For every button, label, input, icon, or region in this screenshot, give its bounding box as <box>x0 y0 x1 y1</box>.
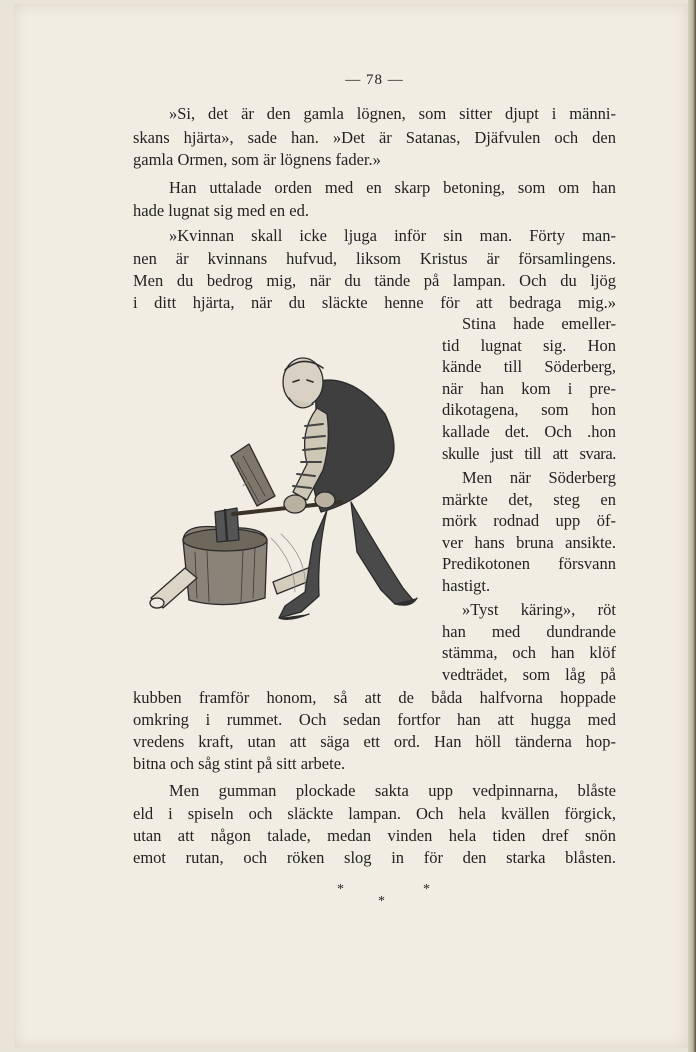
text-line: kubben framför honom, så att de båda halfvorna hoppade <box>133 688 616 707</box>
page-number: — 78 — <box>345 72 404 88</box>
text-line: emot rutan, och röken slog in för den starka blåsten. <box>133 848 616 867</box>
text-line: Men du bedrog mig, när du tände på lampan. Och du ljög <box>133 271 616 290</box>
text-line: vredens kraft, utan att säga ett ord. Han höll tänderna hop- <box>133 732 616 751</box>
text-line: nen är kvinnans hufvud, liksom Kristus är församlingens. <box>133 249 616 268</box>
text-line: märkte det, steg en <box>442 490 616 509</box>
section-asterisk: * <box>337 882 344 897</box>
text-line: Men gumman plockade sakta upp vedpinnarna, blåste <box>169 781 616 800</box>
text-line: »Si, det är den gamla lögnen, som sitter djupt i männi- <box>169 104 616 123</box>
man-chopping-wood-illustration <box>145 352 435 632</box>
text-line: skans hjärta», sade han. »Det är Satanas, Djäfvulen och den <box>133 128 616 147</box>
text-line: eld i spiseln och släckte lampan. Och hela kvällen förgick, <box>133 804 616 823</box>
text-line: utan att någon talade, medan vinden hela tiden dref snön <box>133 826 616 845</box>
text-line: kände till Söderberg, <box>442 357 616 376</box>
text-line: gamla Ormen, som är lögnens fader.» <box>133 150 381 169</box>
text-line: vedträdet, som låg på <box>442 665 616 684</box>
text-line: när han kom i pre- <box>442 379 616 398</box>
text-line: »Kvinnan skall icke ljuga inför sin man. Förty man- <box>169 226 616 245</box>
page-edge <box>688 0 696 1052</box>
text-line: i ditt hjärta, när du släckte henne för att bedraga mig.» <box>133 293 616 312</box>
text-line: kallade det. Och .hon <box>442 422 616 441</box>
text-line: mörk rodnad upp öf- <box>442 511 616 530</box>
text-line: Han uttalade orden med en skarp betoning, som om han <box>169 178 616 197</box>
section-asterisk: * <box>423 882 430 897</box>
text-line: bitna och såg stint på sitt arbete. <box>133 754 346 773</box>
text-line: hade lugnat sig med en ed. <box>133 201 309 220</box>
text-line: tid lugnat sig. Hon <box>442 336 616 355</box>
text-line: skulle just till att svara. <box>442 444 616 463</box>
text-line: hastigt. <box>442 576 491 595</box>
text-line: »Tyst käring», röt <box>462 600 616 619</box>
text-line: stämma, och han klöf <box>442 643 616 662</box>
text-line: dikotagena, som hon <box>442 400 616 419</box>
text-line: Stina hade emeller- <box>462 314 616 333</box>
text-line: omkring i rummet. Och sedan fortfor han att hugga med <box>133 710 616 729</box>
text-line: Men när Söderberg <box>462 468 616 487</box>
text-line: ver hans bruna ansikte. <box>442 533 616 552</box>
text-line: han med dundrande <box>442 622 616 641</box>
text-line: Predikotonen försvann <box>442 554 616 573</box>
section-asterisk: * <box>378 894 385 909</box>
